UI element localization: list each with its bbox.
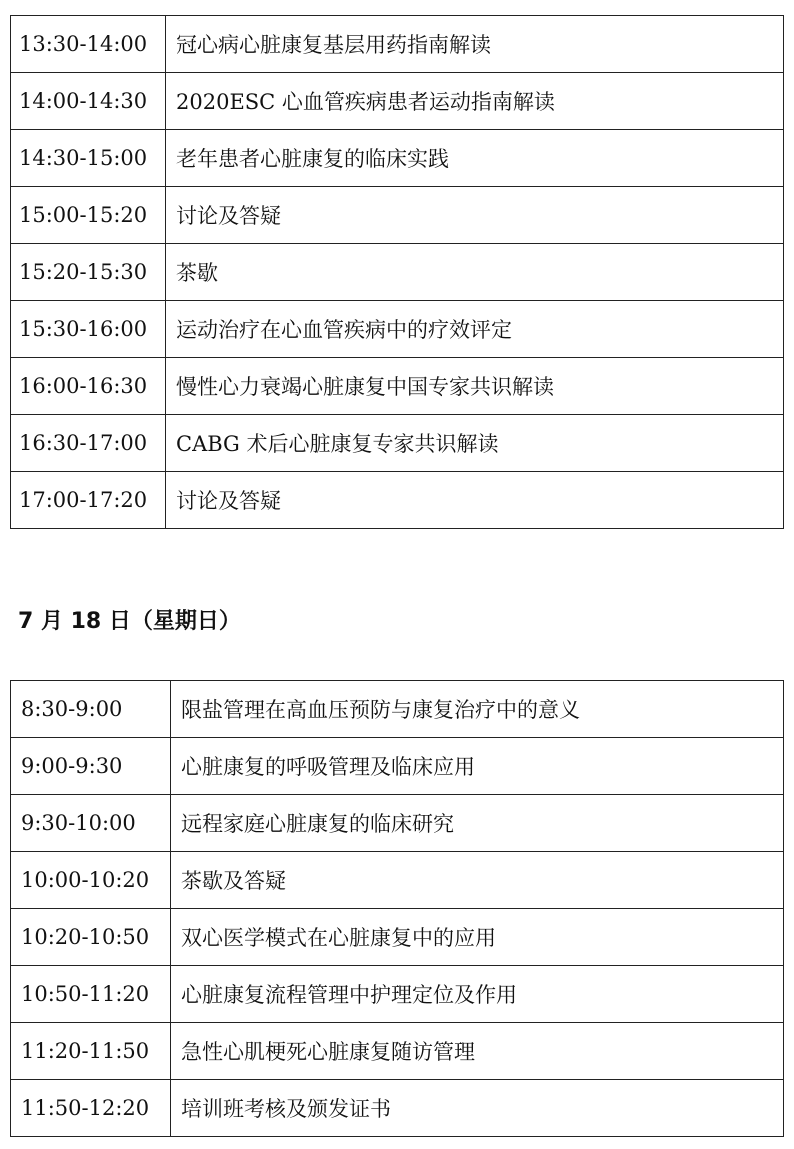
topic-cell: 培训班考核及颁发证书	[171, 1080, 784, 1137]
time-cell: 9:00-9:30	[11, 738, 171, 795]
topic-cell: CABG 术后心脏康复专家共识解读	[166, 415, 784, 472]
time-cell: 16:00-16:30	[11, 358, 166, 415]
topic-cell: 慢性心力衰竭心脏康复中国专家共识解读	[166, 358, 784, 415]
topic-cell: 讨论及答疑	[166, 187, 784, 244]
topic-cell: 茶歇	[166, 244, 784, 301]
table-row	[11, 358, 784, 415]
schedule-table-afternoon	[10, 15, 784, 529]
table-row	[11, 187, 784, 244]
table-row	[11, 244, 784, 301]
time-cell: 8:30-9:00	[11, 681, 171, 738]
time-cell: 10:00-10:20	[11, 852, 171, 909]
topic-cell: 2020ESC 心血管疾病患者运动指南解读	[166, 73, 784, 130]
topic-cell: 运动治疗在心血管疾病中的疗效评定	[166, 301, 784, 358]
time-cell: 9:30-10:00	[11, 795, 171, 852]
time-cell: 15:00-15:20	[11, 187, 166, 244]
topic-cell: 讨论及答疑	[166, 472, 784, 529]
table-row	[11, 16, 784, 73]
time-cell: 14:00-14:30	[11, 73, 166, 130]
table-row	[11, 966, 784, 1023]
topic-cell: 双心医学模式在心脏康复中的应用	[171, 909, 784, 966]
time-cell: 10:20-10:50	[11, 909, 171, 966]
table-row	[11, 130, 784, 187]
table-row	[11, 681, 784, 738]
time-cell: 11:20-11:50	[11, 1023, 171, 1080]
time-cell: 11:50-12:20	[11, 1080, 171, 1137]
topic-cell: 急性心肌梗死心脏康复随访管理	[171, 1023, 784, 1080]
topic-cell: 老年患者心脏康复的临床实践	[166, 130, 784, 187]
table-row	[11, 1080, 784, 1137]
table-row	[11, 73, 784, 130]
table-row	[11, 1023, 784, 1080]
table-row	[11, 795, 784, 852]
topic-cell: 茶歇及答疑	[171, 852, 784, 909]
time-cell: 17:00-17:20	[11, 472, 166, 529]
topic-cell: 限盐管理在高血压预防与康复治疗中的意义	[171, 681, 784, 738]
time-cell: 13:30-14:00	[11, 16, 166, 73]
time-cell: 14:30-15:00	[11, 130, 166, 187]
table-row	[11, 472, 784, 529]
time-cell: 15:30-16:00	[11, 301, 166, 358]
table-row	[11, 415, 784, 472]
topic-cell: 冠心病心脏康复基层用药指南解读	[166, 16, 784, 73]
topic-cell: 远程家庭心脏康复的临床研究	[171, 795, 784, 852]
table-row	[11, 852, 784, 909]
table-row	[11, 909, 784, 966]
schedule-table-morning	[10, 680, 784, 1137]
time-cell: 10:50-11:20	[11, 966, 171, 1023]
table-row	[11, 301, 784, 358]
table-row	[11, 738, 784, 795]
topic-cell: 心脏康复流程管理中护理定位及作用	[171, 966, 784, 1023]
day-heading: 7 月 18 日（星期日）	[18, 609, 241, 634]
time-cell: 16:30-17:00	[11, 415, 166, 472]
topic-cell: 心脏康复的呼吸管理及临床应用	[171, 738, 784, 795]
time-cell: 15:20-15:30	[11, 244, 166, 301]
